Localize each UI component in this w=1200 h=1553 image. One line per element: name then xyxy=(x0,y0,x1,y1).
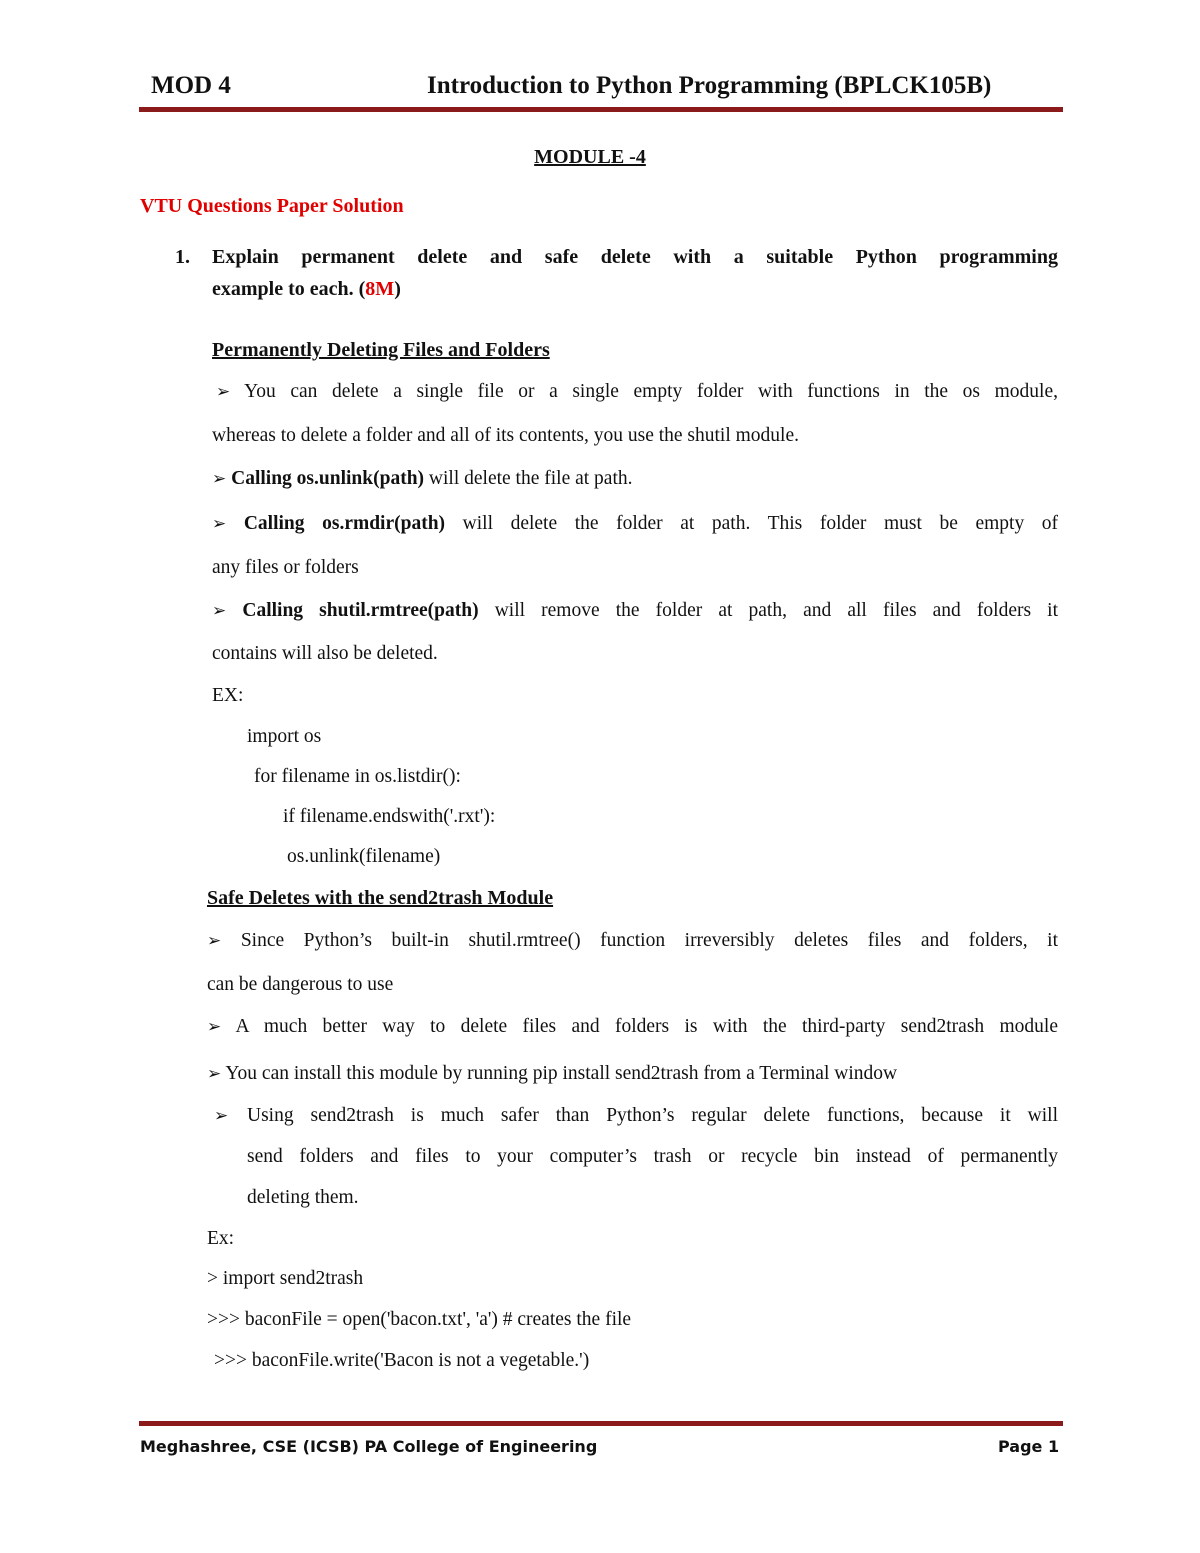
section1-code-line: if filename.endswith('.rxt'): xyxy=(283,806,496,827)
question-marks: 8M xyxy=(365,278,395,300)
section2-bullet3: ➢ You can install this module by running pip install send2trash from a Terminal window xyxy=(207,1063,898,1084)
question-number: 1. xyxy=(175,246,190,268)
footer-author: Meghashree, CSE (ICSB) PA College of Engineering xyxy=(140,1437,598,1456)
section1-bullet3-line2: any files or folders xyxy=(212,557,359,578)
header-module: MOD 4 xyxy=(151,72,231,99)
section2-bullet4-line3: deleting them. xyxy=(247,1187,359,1208)
section1-bullet2: ➢ Calling os.unlink(path) will delete the file at path. xyxy=(212,468,633,489)
bullet-arrow-icon: ➢ xyxy=(214,1106,229,1126)
section1-bullet3-line1: ➢ Calling os.rmdir(path) will delete the folder at path. This folder must be empty of xyxy=(212,513,1059,534)
section2-heading: Safe Deletes with the send2trash Module xyxy=(207,887,554,909)
bullet-arrow-icon: ➢ xyxy=(207,1017,222,1037)
section2-code-line: >>> baconFile.write('Bacon is not a vegetable.') xyxy=(214,1350,590,1371)
footer-page-number: Page 1 xyxy=(998,1437,1060,1456)
section1-bullet1-line2: whereas to delete a folder and all of its contents, you use the shutil module. xyxy=(212,425,800,446)
section2-code-line: >>> baconFile = open('bacon.txt', 'a') # creates the file xyxy=(207,1309,632,1330)
section2-code-line: > import send2trash xyxy=(207,1268,364,1289)
section2-example-label: Ex: xyxy=(207,1228,235,1249)
subtitle: VTU Questions Paper Solution xyxy=(140,195,404,217)
section1-heading: Permanently Deleting Files and Folders xyxy=(212,339,550,361)
section1-example-label: EX: xyxy=(212,685,244,706)
question-text-line1: Explain permanent delete and safe delete with a suitable Python programming xyxy=(212,246,1058,268)
bullet-arrow-icon: ➢ xyxy=(207,931,222,951)
footer-rule xyxy=(139,1421,1063,1426)
section1-bullet4-line2: contains will also be deleted. xyxy=(212,643,438,664)
bullet-arrow-icon: ➢ xyxy=(216,382,231,402)
section2-bullet4-glyph xyxy=(214,1105,228,1127)
bullet-arrow-icon: ➢ xyxy=(212,601,227,621)
section2-bullet1-line1: ➢ Since Python’s built-in shutil.rmtree() function irreversibly deletes files and folders, it xyxy=(207,930,1059,951)
bullet-arrow-icon: ➢ xyxy=(212,514,227,534)
header-course-title: Introduction to Python Programming (BPLCK105B) xyxy=(427,72,992,99)
section2-bullet4-line2: send folders and files to your computer’s trash or recycle bin instead of permanently xyxy=(247,1146,1058,1167)
page-title: MODULE -4 xyxy=(534,146,646,168)
section2-bullet4-line1: Using send2trash is much safer than Python’s regular delete functions, because it will xyxy=(247,1105,1058,1126)
section1-code-line: import os xyxy=(247,726,322,747)
question-text-line2: example to each. (8M) xyxy=(212,278,401,300)
header-rule xyxy=(139,107,1063,112)
bullet-arrow-icon: ➢ xyxy=(207,1064,222,1084)
section1-bullet1-line1: ➢ You can delete a single file or a single empty folder with functions in the os module, xyxy=(216,381,1058,402)
section1-code-line: for filename in os.listdir(): xyxy=(254,766,461,787)
section1-bullet4-line1: ➢ Calling shutil.rmtree(path) will remove the folder at path, and all files and folders it xyxy=(212,600,1059,621)
bullet-arrow-icon: ➢ xyxy=(212,469,227,489)
section2-bullet1-line2: can be dangerous to use xyxy=(207,974,394,995)
section2-bullet2: ➢ A much better way to delete files and folders is with the third-party send2trash module xyxy=(207,1016,1058,1037)
section1-code-line: os.unlink(filename) xyxy=(287,846,441,867)
